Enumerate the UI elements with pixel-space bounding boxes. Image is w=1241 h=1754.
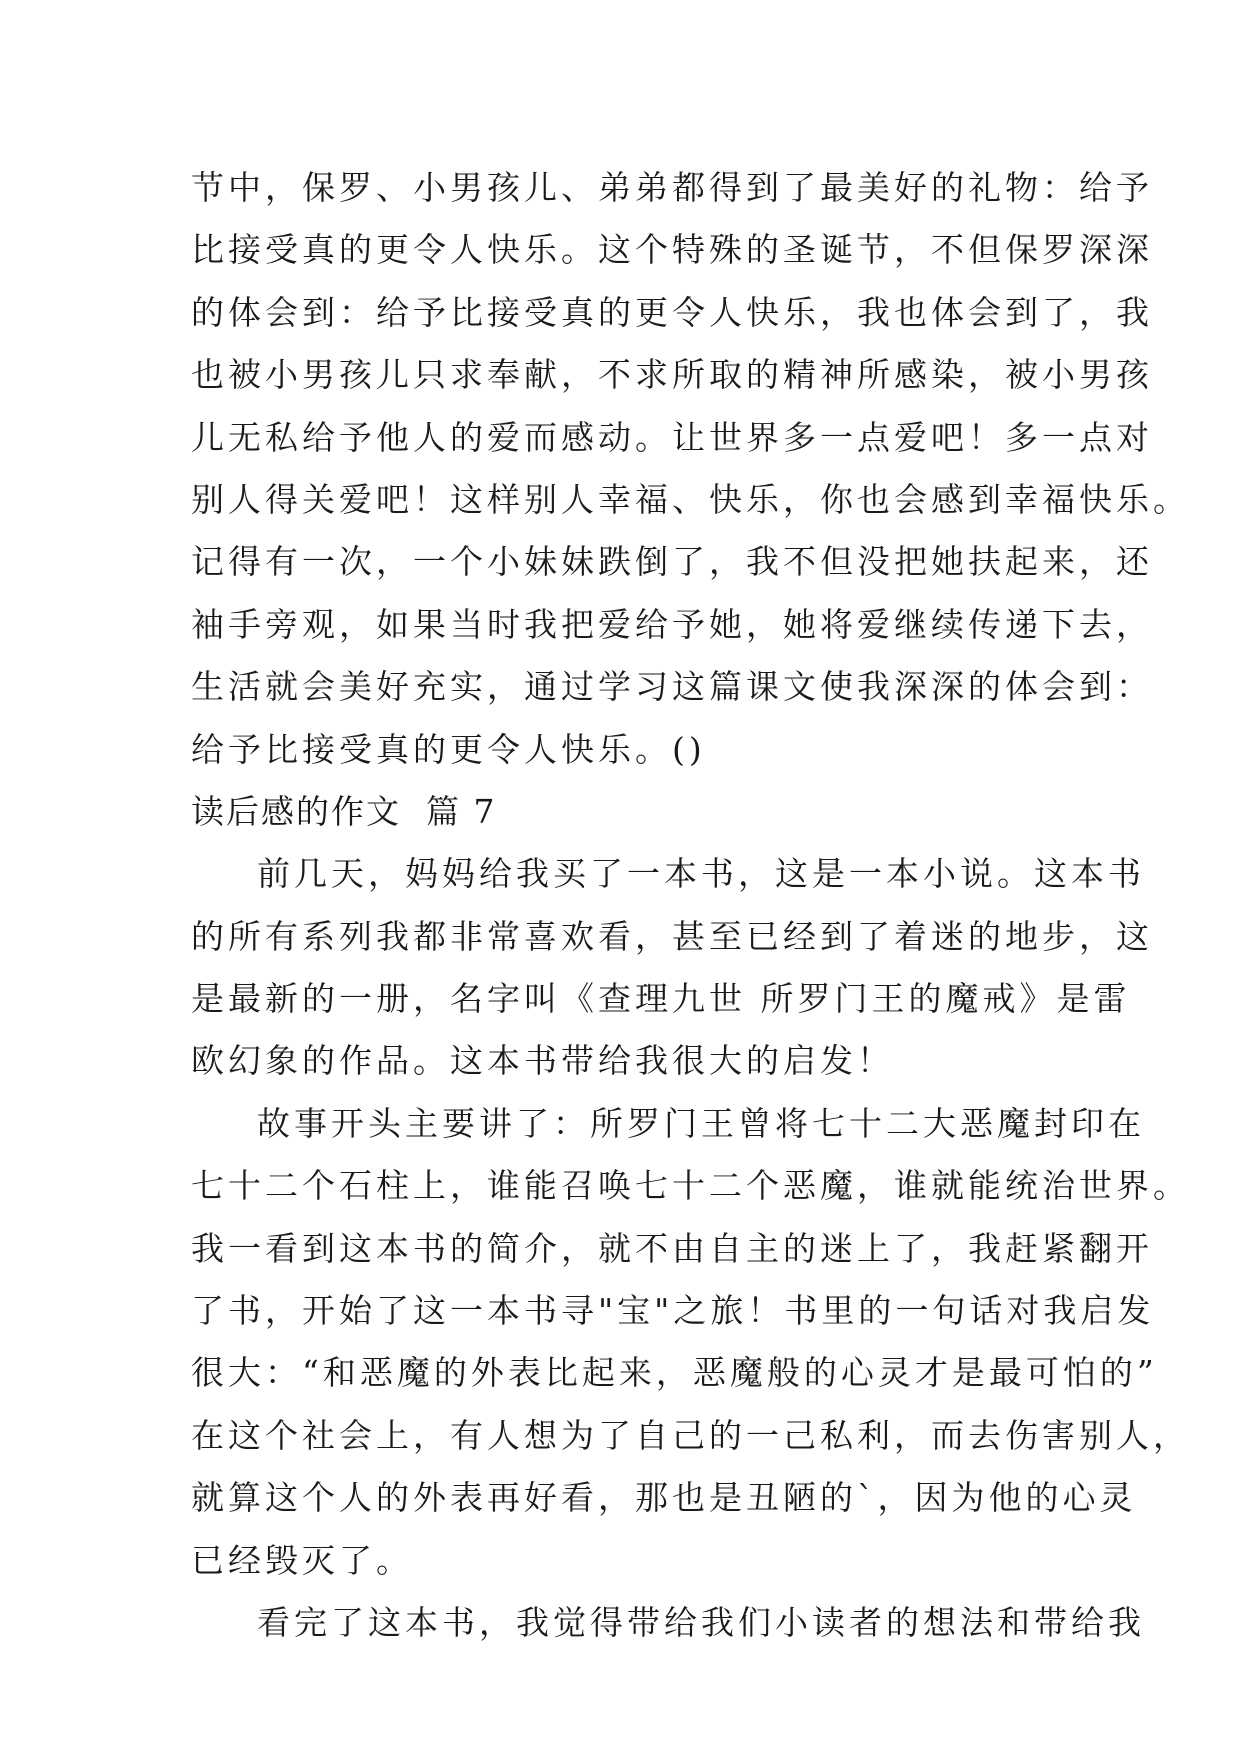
text-line: 记得有一次，一个小妹妹跌倒了，我不但没把她扶起来，还 xyxy=(191,542,1153,582)
text-line: 也被小男孩儿只求奉献，不求所取的精神所感染，被小男孩 xyxy=(191,355,1153,395)
text-line: 我一看到这本书的简介，就不由自主的迷上了，我赶紧翻开 xyxy=(191,1228,1153,1268)
text-line: 七十二个石柱上，谁能召唤七十二个恶魔，谁就能统治世界。 xyxy=(191,1166,1190,1206)
text-line: 了书，开始了这一本书寻"宝"之旅！书里的一句话对我启发 xyxy=(191,1291,1155,1331)
text-line: 前几天，妈妈给我买了一本书，这是一本小说。这本书 xyxy=(257,854,1145,894)
text-line: 比接受真的更令人快乐。这个特殊的圣诞节，不但保罗深深 xyxy=(191,230,1153,270)
text-line: 给予比接受真的更令人快乐。() xyxy=(191,729,706,769)
text-line: 很大：“和恶魔的外表比起来，恶魔般的心灵才是最可怕的” xyxy=(191,1353,1158,1393)
text-line: 节中，保罗、小男孩儿、弟弟都得到了最美好的礼物：给予 xyxy=(191,168,1153,207)
text-line: 已经毁灭了。 xyxy=(191,1540,413,1580)
text-line: 的体会到：给予比接受真的更令人快乐，我也体会到了，我 xyxy=(191,292,1153,332)
paragraph-3 xyxy=(191,1592,1145,1654)
text-line: 生活就会美好充实，通过学习这篇课文使我深深的体会到： xyxy=(191,667,1153,707)
text-line: 别人得关爱吧！这样别人幸福、快乐，你也会感到幸福快乐。 xyxy=(191,479,1190,519)
text-line: 儿无私给予他人的爱而感动。让世界多一点爱吧！多一点对 xyxy=(191,417,1153,457)
section-heading: 读后感的作文 篇 7 xyxy=(191,791,497,831)
paragraph-continuation xyxy=(191,157,1190,781)
text-line: 的所有系列我都非常喜欢看，甚至已经到了着迷的地步，这 xyxy=(191,916,1153,956)
text-line: 看完了这本书，我觉得带给我们小读者的想法和带给我 xyxy=(257,1602,1145,1642)
text-line: 在这个社会上，有人想为了自己的一己私利，而去伤害别人， xyxy=(191,1415,1190,1455)
text-line: 就算这个人的外表再好看，那也是丑陋的`，因为他的心灵 xyxy=(191,1478,1137,1518)
text-line: 是最新的一册，名字叫《查理九世 所罗门王的魔戒》是雷 xyxy=(191,979,1131,1019)
paragraph-2 xyxy=(191,1093,1190,1592)
text-line: 袖手旁观，如果当时我把爱给予她，她将爱继续传递下去， xyxy=(191,604,1153,644)
text-line: 欧幻象的作品。这本书带给我很大的启发！ xyxy=(191,1041,894,1081)
document-body xyxy=(191,157,1190,1654)
paragraph-1 xyxy=(191,843,1153,1093)
text-line: 故事开头主要讲了：所罗门王曾将七十二大恶魔封印在 xyxy=(257,1103,1145,1143)
